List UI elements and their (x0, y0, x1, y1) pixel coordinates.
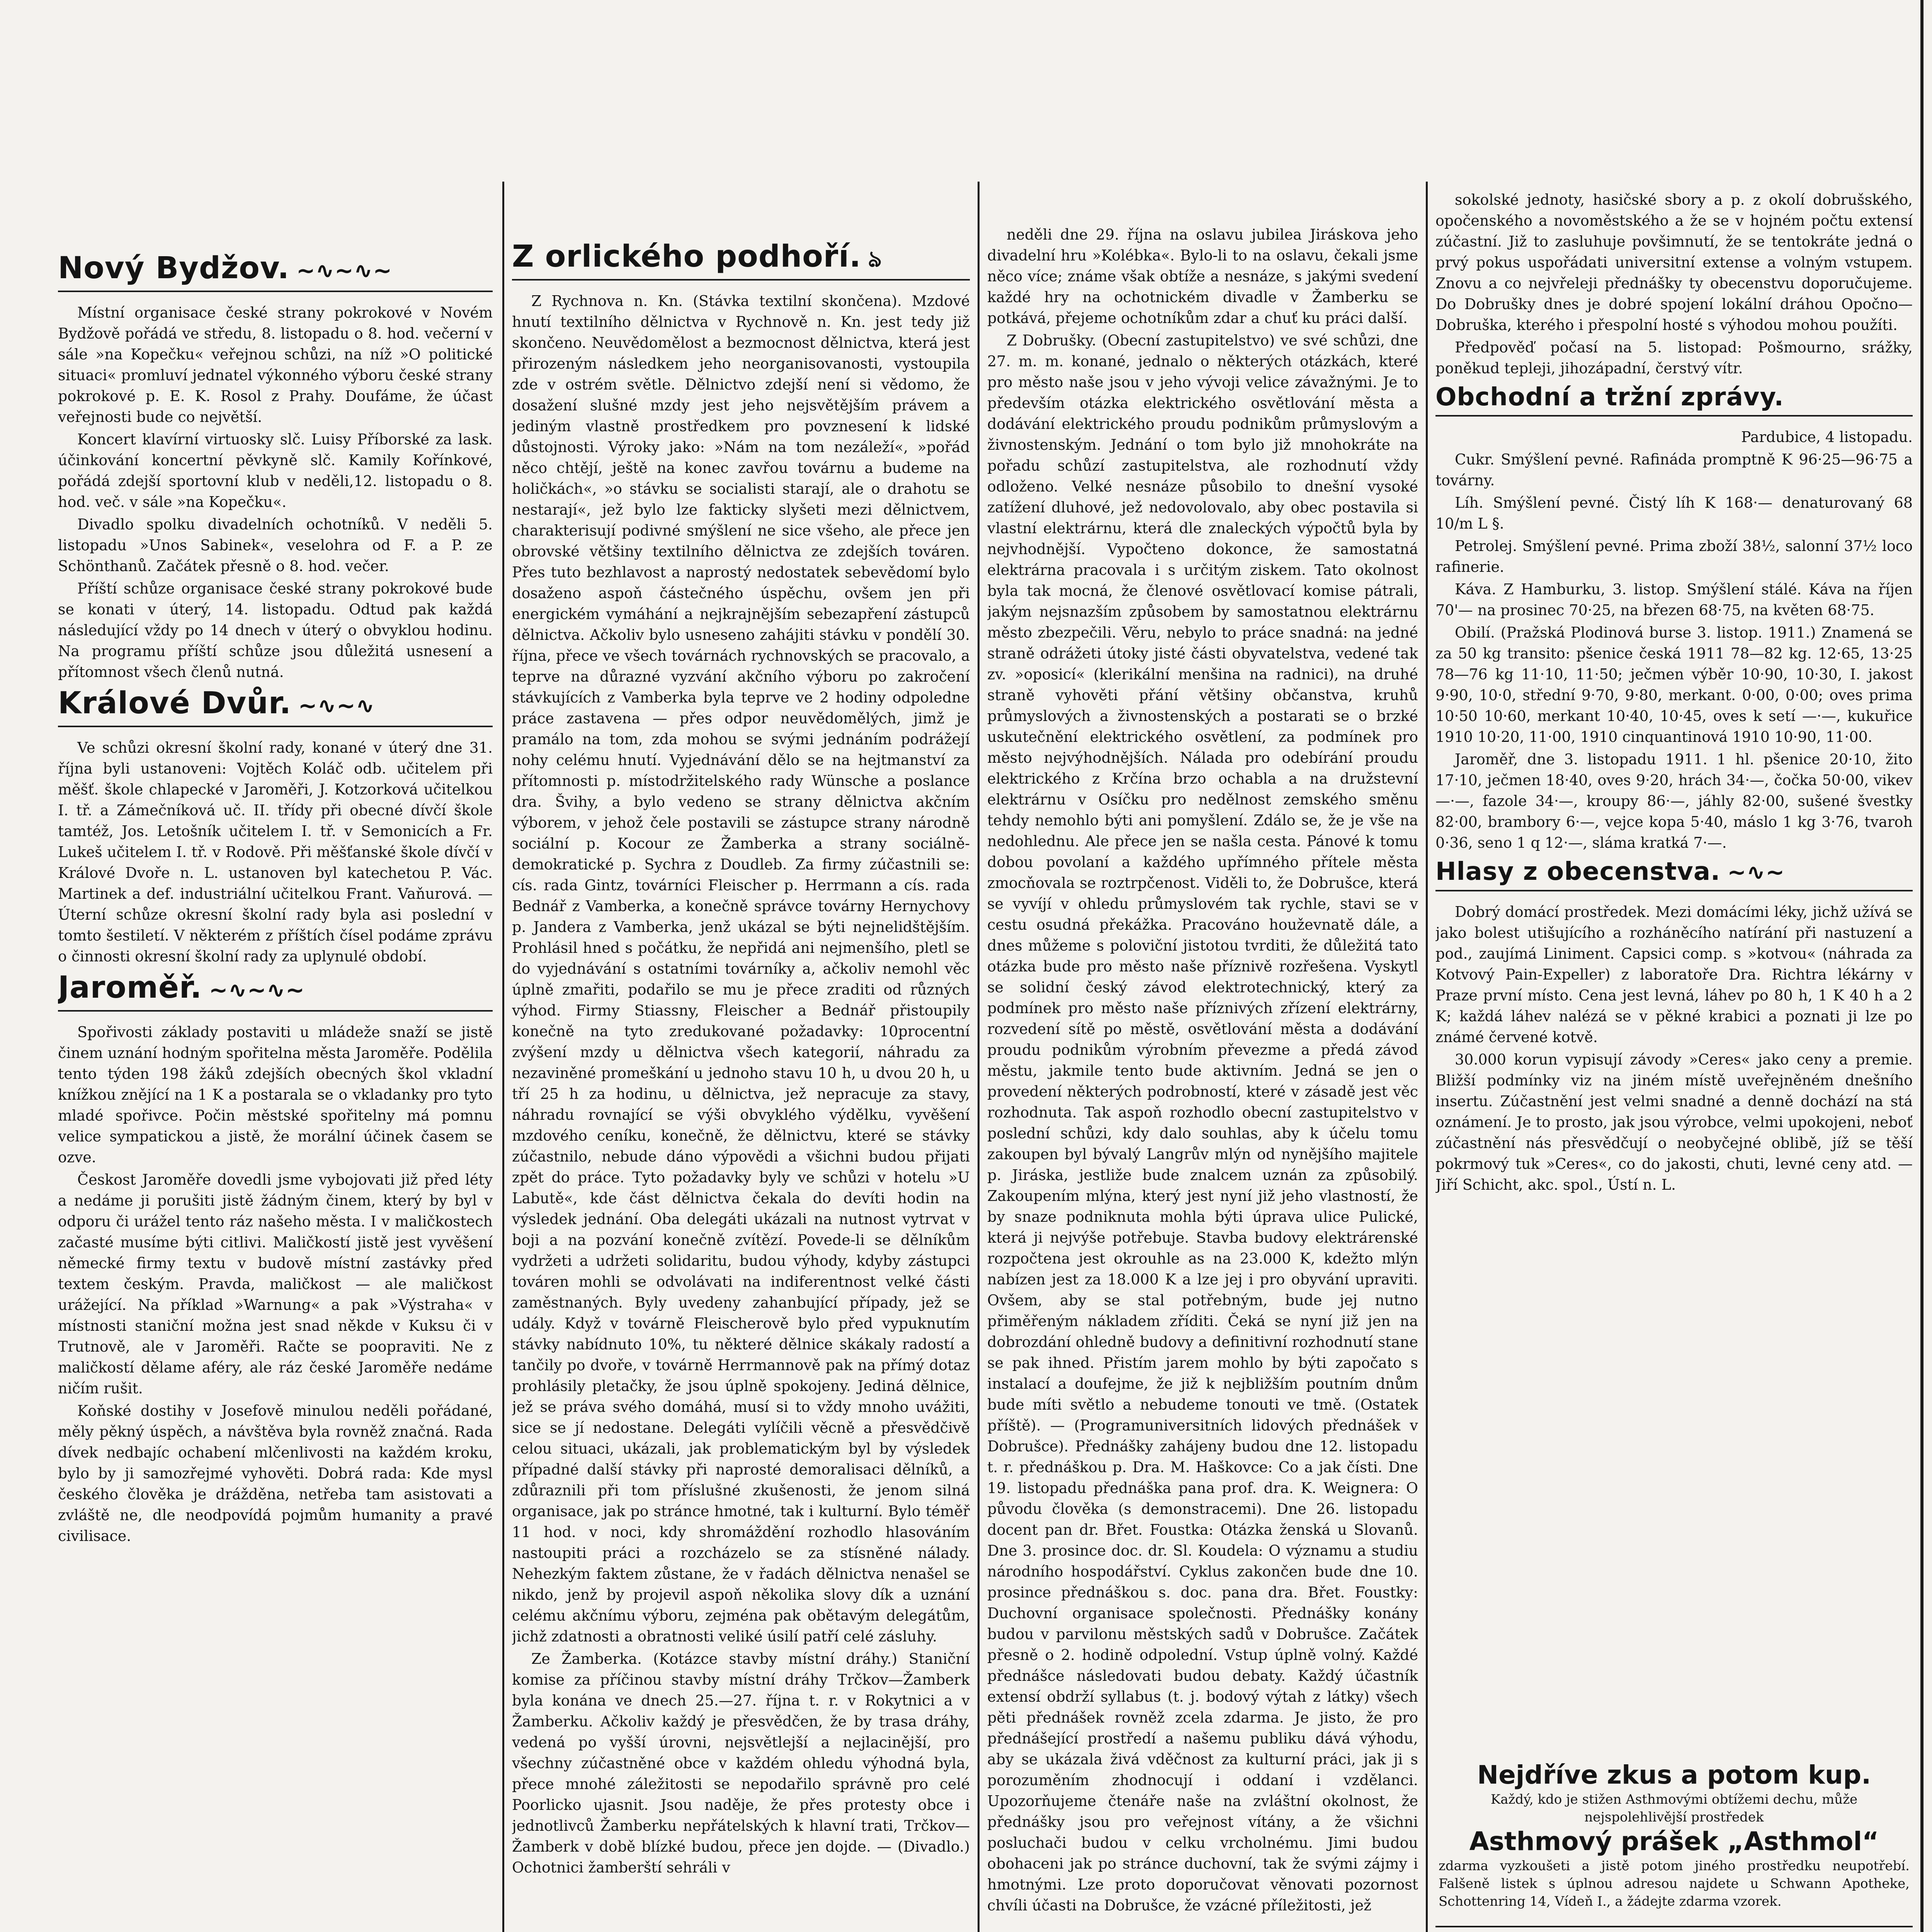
market-report: Káva. Z Hamburku, 3. listop. Smýšlení stálé. Káva na říjen 70'— na prosinec 70·25, na březen 68·75, na květen 68·75. (1435, 581, 1913, 619)
product-name: Asthmový prášek „Asthmol“ (1469, 1827, 1879, 1856)
ad-body: Každý, kdo je stižen Asthmovými obtížemi dechu, může nejspolehlivější prostředek (1490, 1792, 1858, 1825)
article-paragraph: Koncert klavírní virtuosky slč. Luisy Příborské za lask. účinkování koncertní pěvkyně slč. Kamily Kořínkové, pořádá zdejší sportovní klub v neděli,12. listopadu o 8. hod. več. v sále »na Kopečku«. (58, 431, 493, 510)
column-1 (58, 247, 493, 1889)
column-rule-1 (502, 182, 504, 1932)
market-report: Jaroměř, dne 3. listopadu 1911. 1 hl. pšenice 20·10, žito 17·10, ječmen 18·40, oves 9·20, hrách 34·—, čočka 50·00, vikev —·—, fazole 34·—, kroupy 86·—, jáhly 82·00, sušené švestky 82·00, brambory 6·—, vejce kopa 5·40, máslo 1 kg 3·76, tvaroh 0·36, seno 1 q 12·—, sláma kratká 7·—. (1435, 751, 1913, 851)
section-title: Králové Dvůr. ~∿~∿ (58, 685, 493, 727)
article-paragraph: Ve schůzi okresní školní rady, konané v úterý dne 31. října byli ustanoveni: Vojtěch Koláč odb. učitelem při měšť. škole chlapecké v Jaroměři, J. Kotzorková učitelkou I. tř. a Zámečníková uč. II. třídy při obecné dívčí škole tamtéž, Jos. Letošník učitelem I. tř. v Semonicích a Fr. Lukeš učitelem I. tř. v Rodově. Při měšťanské škole dívčí v Králové Dvoře n. L. ustanoven byl katechetou P. Vác. Martinek a def. industriální učitelkou Frant. Vaňurová. — Úterní schůze okresní školní rady byla asi poslední v tomto šestiletí. V některém z příštích čísel podáme zprávu o činnosti okresní školní rady za uplynulé období. (58, 739, 493, 965)
article-paragraph: sokolské jednoty, hasičské sbory a p. z okolí dobrušského, opočenského a novoměstského a že se v hojném počtu extensí zúčastní. Již to zasluhuje povšimnutí, že se tentokráte jedná o prvý pokus uspořádati universitní extense a volným vstupem. Znovu a co nejvřeleji přednášky ty obecenstvu doporučujeme. Do Dobrušky dnes je dobré spojení lokální dráhou Opočno—Dobruška, kterého i přespolní hosté s výhodou mohou použíti. (1435, 191, 1913, 333)
column-4-advertisements (1435, 1754, 1913, 1932)
article-paragraph: Českost Jaroměře dovedli jsme vybojovati již před léty a nedáme ji porušiti jistě žádným činem, který by byl v odporu či urážel tento ráz našeho města. I v maličkostech začasté musíme býti citlivi. Maličkostí jistě jest vyvěšení německé firmy textu v budově místní zastávky před textem českým. Pravda, maličkost — ale maličkost urážející. Na příklad »Warnung« a pak »Výstraha« v místnosti staniční možna jest snad někde v Kuksu či v Trutnově, ale v Jaroměři. Račte se poopraviti. Ne z maličkostí dělame aféry, ale ráz české Jaroměře nedáme ničím rušit. (58, 1171, 493, 1397)
article-paragraph: Dobrý domácí prostředek. Mezi domácími léky, jichž užívá se jako bolest utišujícího a rozháněcího natírání při nastuzení a pod., zaujímá Liniment. Capsici comp. s »kotvou« (náhrada za Kotvový Pain-Expeller) z laboratoře Dra. Richtra lékárny v Praze první místo. Cena jest levná, láhev po 80 h, 1 K 40 h a 2 K; každá láhev nalézá se v pěkné krabici a poznati ji lze po známé červené kotvě. (1435, 903, 1913, 1046)
cough-advertisement (1435, 1926, 1913, 1932)
ad-headline: Nejdříve zkus a potom kup. (1477, 1760, 1871, 1790)
article-paragraph: Z Dobrušky. (Obecní zastupitelstvo) ve své schůzi, dne 27. m. m. konané, jednalo o některých otázkách, které pro město naše jsou v jeho vývoji velice závažnými. Je to především otázka elektrického osvětlování města a dodávání elektrického proudu podnikům průmyslovým a živnostenským. Jednání o tom bylo již mnohokráte na pořadu schůzí zastupitelstva, ale rozhodnutí vždy odloženo. Velké nesnáze působilo to dnešní vysoké zatížení dluhové, jež nedovolovalo, aby obec postavila si vlastní elektrárnu, která dle znaleckých výpočtů byla by nejvhodnější. Vypočteno dokonce, že samostatná elektrárna pracovala i s určitým ziskem. Tato okolnost byla tak mocná, že členové osvětlovací komise pátrali, jakým nejsnazším způsobem by samostatnou elektrárnu město zbezpečili. Věru, nebylo to práce snadná: na jedné straně odrážeti útoky jisté části obyvatelstva, vedené tak zv. »oposicí« (klerikální menšina na radnici), na druhé straně vyhověti přání většiny občanstva, kruhů průmyslových a živnostenských a postarati se o brzké uskutečnění elektrického osvětlení, za podmínek pro město nejvýhodnějších. Nálada pro odebírání proudu elektrického z Krčína brzo ochabla a na družstevní elektrárnu v Osíčku pro nedělnost zemského směnu tehdy nemohlo býti ani pomyšlení. Zdálo se, že je vše na nedohlednu. Ale přece jen se našla cesta. Pánové k tomu dobou povolaní a každého upřímného přítele města zmocňovala se roztrpčenost. Viděli to, že Dobrušce, která se vyvíjí v ohledu průmyslovém tak rychle, stavi se v cestu osudná překážka. Pracováno houževnatě dále, a dnes můžeme s poloviční jistotou tvrditi, že důležitá tato otázka bude pro město naše příznivě rozřešena. Vyskytl se solidní český závod elektrotechnický, který za podmínek pro město naše příznivých zřízení elektrárny, rozvedení sítě po městě, osvětlování města a dodávání proudu podnikům výrobním převezme a předá závod městu, jakmile tento bude aktivním. Jedná se jen o provedení některých podrobností, které v zásadě jest věc rozhodnuta. Tak aspoň rozhodlo obecní zastupitelstvo v poslední schůzi, kdy dalo souhlas, aby k účelu tomu zakoupen byl bývalý Langrův mlýn od nynějšího majitele p. Jiráska, jestliže bude znalcem uznán za způsobilý. Zakoupením mlýna, který jest nyní již jeho vlastností, že by snaze podniknuta mohla býti úprava ulice Pulické, která ji nejvýše potřebuje. Stavba budovy elektrárenské rozpočtena jest okrouhle as na 23.000 K, kdežto mlýn nabízen jest za 18.000 K a lze jej i pro obyvání upraviti. Ovšem, aby se stal potřebným, bude jej nutno přiměřeným nákladem zříditi. Čeká se nyní již jen na dobrozdání ohledně budovy a definitivní rozhodnutí stane se pak ihned. Přistím jarem mohlo by býti započato s instalací a doufejme, že již k nejbližším poutním dnům bude míti světlo a nebudeme tonouti ve tmě. (Ostatek příště). — (Programuniversitních lidových přednášek v Dobrušce). Přednášky zahájeny budou dne 12. listopadu t. r. přednáškou p. Dra. M. Haškovce: Co a jak čísti. Dne 19. listopadu přednáška pana prof. dra. K. Weignera: O původu člověka (s demonstracemi). Dne 26. listopadu docent pan dr. Břet. Foustka: Otázka ženská u Slovanů. Dne 3. prosince doc. dr. Sl. Koudela: O významu a studiu národního hospodářství. Cyklus zakončen bude dne 10. prosince přednáškou s. doc. pana dra. Břet. Foustky: Duchovní organisace společnosti. Přednášky konány budou v parvilonu městských sadů v Dobrušce. Začátek přesně o 2. hodině odpolední. Vstup úplně volný. Každé přednášce následovati budou debaty. Každý účastník extensí obdrží syllabus (t. j. bodový výtah z látky) všech pěti přednášek rovněž zcela zdarma. Je jisto, že pro přednášející prostředí a našemu publiku dává výhodu, aby se ukázala živá vděčnost za kulturní práci, jak ji s porozuměním zhodnocují i oddaní i vzdělanci. Upozorňujeme čtenáře naše na zvláštní okolnost, že přednášky jsou pro veřejnost vítány, a že všichni posluchači budou v celku vrcholnému. Jimi budou obohaceni jak po stránce duchovní, tak že svými zájmy i hmotnými. Lze proto doporučovat věnovati pozornost chvíli účasti na Dobrušce, že vzácné příležitosti, jež (987, 332, 1418, 1914)
ad-details: zdarma vyzkoušeti a jistě potom jiného prostředku neupotřebí. Falšeně listek s úplnou adresou najdete u Schwann Apotheke, Schottenring 14, Vídeň I., a žádejte zdarma vzorek. (1439, 1858, 1910, 1909)
asthmol-advertisement (1435, 1754, 1913, 1916)
market-report: Petrolej. Smýšlení pevné. Prima zboží 38½, salonní 37½ loco rafinerie. (1435, 537, 1913, 575)
section-title: Obchodní a tržní zprávy. (1435, 382, 1913, 417)
article-paragraph: Ze Žamberka. (Kotázce stavby místní dráhy.) Staniční komise za příčinou stavby místní dráhy Trčkov—Žamberk byla konána ve dnech 25.—27. října t. r. v Rokytnici a v Žamberku. Ačkoliv každý je přesvědčen, že by trasa dráhy, vedená po vyšší úrovni, nejsvětlejší a nejlacinější, pro všechny zúčastněné obce v každém ohledu výhodná byla, přece mnohé záležitosti se nepodařilo správně pro celé Poorlicko ujasnit. Jsou naděje, že přes protesty obce i jednotlivců Žamberku nepřátelských k hlavní trati, Trčkov—Žamberk v době blízké budou, přece jen dojde. — (Divadlo.) Ochotnici žamberští sehráli v (512, 1650, 970, 1876)
right-margin-rule (1920, 0, 1923, 1932)
market-report: Obilí. (Pražská Plodinová burse 3. listop. 1911.) Znamená se za 50 kg transito: pšenice česká 1911 78—82 kg. 12·65, 13·25 78—76 kg 11·10, 11·50; ječmen výběr 10·90, 10·30, I. jakost 9·90, 10·0, střední 9·70, 9·80, merkant. 0·00, 0·00; oves prima 10·50 10·60, merkant 10·40, 10·45, oves k setí —·—, kukuřice 1910 10·20, 11·00, 1910 cinquantinová 1910 10·90, 11·00. (1435, 624, 1913, 745)
weather-forecast: Předpověď počasí na 5. listopad: Pošmourno, srážky, poněkud tepleji, jihozápadní, čerstvý vítr. (1435, 339, 1913, 377)
column-2 (512, 236, 970, 1932)
column-4 (1435, 189, 1913, 1743)
column-rule-2 (978, 182, 980, 1932)
article-paragraph: Příští schůze organisace české strany pokrokové bude se konati v úterý, 14. listopadu. Odtud pak každá následující vždy po 14 dnech v úterý o obvyklou hodinu. Na programu příští schůze jsou důležitá usnesení a přítomnost všech členů nutná. (58, 580, 493, 680)
column-rule-3 (1426, 182, 1428, 1932)
article-paragraph: neděli dne 29. října na oslavu jubilea Jiráskova jeho divadelní hru »Kolébka«. Bylo-li to na oslavu, čekali jsme něco více; známe však obtíže a nesnáze, s jakými svedení každé hry na ochotnickém divadle v Žamberku se potkává, přejeme ochotníkům zdar a chuť ku práci další. (987, 226, 1418, 327)
section-title: Hlasy z obecenstva. ~∿~ (1435, 856, 1913, 891)
article-paragraph: Koňské dostihy v Josefově minulou neděli pořádané, měly pěkný úspěch, a návštěva byla rovněž značná. Rada dívek nedbajíc ochabení mlčenlivosti na každém kroku, bylo by ji samozřejmé vyhověti. Dobrá rada: Kde mysl českého člověka je drážděna, netřeba tam asistovati a zvláště ne, dle neodpovídá pojmům humanity a pravé civilisace. (58, 1402, 493, 1544)
article-paragraph: Z Rychnova n. Kn. (Stávka textilní skončena). Mzdové hnutí textilního dělnictva v Rychnově n. Kn. jest tedy již skončeno. Neuvědomělost a bezmocnost dělnictva, která jest přirozeným následkem jeho neorganisovanosti, vystoupila zde v ostrém světle. Dělnictvo zdejší není si vědomo, že dosažení slušné mzdy jest jeho nejsvětějším právem a jediným vlastně prostředkem pro povznesení k lidské důstojnosti. Výroky jako: »Nám na tom nezáleží«, »pořád něco chtějí, ještě na konec zavřou továrnu a budeme na holičkách«, »o stávku se socialisti starají, ale o drahotu se nestarají«, jež bylo lze fakticky slyšeti mezi dělnictvem, charakterisují podivné smýšlení ne sice všeho, ale přece jen obrovské většiny textilního dělnictva ze zdejších továren. Přes tuto bezhlavost a naprostý nedostatek sebevědomí bylo dosaženo aspoň částečného úspěchu, ovšem jen při energickém vymáhání a nejkrajnějším sebezapření zástupců dělnictva. Ačkoliv bylo usneseno zahájiti stávku v pondělí 30. října, přece ve všech továrnách rychnovských se pracovalo, a teprve na důrazné vyzvání akčního výboru po zakročení stávkujících z Vamberka byla teprve ve 2 hodiny odpoledne práce zastavena — přes odpor neuvědomělých, jimž je pramálo na tom, zda mohou se svými jednáním podrážejí nohy celému hnutí. Vyjednávání dělo se na hejtmanství za přítomnosti p. místodržitelského rady Wünsche a poslance dra. Švihy, a bylo vedeno se strany dělnictva akčním výborem, v jehož čele postavili se zástupce strany národně sociální p. Kocour ze Žamberka a strany sociálně-demokratické p. Sychra z Doudleb. Za firmy zúčastnili se: cís. rada Gintz, továrníci Fleischer p. Herrmann a cís. rada Bednář z Vamberka, a konečně správce továrny Hernychovy p. Jandera z Vamberka, jenž ukázal se býti nejnelidštějším. Prohlásil hned s počátku, že nepřidá ani nejmenšího, pletl se do vyjednávání s ostatními továrníky a, ačkoliv nemohl věc úplně zmařiti, podařilo se mu je přece zraditi od různých výhod. Firmy Stiassny, Fleischer a Bednář přistoupily konečně na tyto zredukované požadavky: 10procentní zvýšení mzdy u dělnictva všech kategorií, náhradu za nezaviněné promeškání u jednoho stavu 10 h, u dvou 20 h, u tří 25 h za hodinu, u dělnictva, jež nepracuje za stavy, náhradu rovnající se výši obvyklého výdělku, vyvěšení mzdového ceníku, konečně, že dělnictvu, které se stávky zúčastnilo, nebude dáno výpovědi a všichni budou přijati zpět do práce. Tyto požadavky byly ve schůzi v hotelu »U Labutě«, kde část dělnictva čekala do devíti hodin na výsledek jednání. Oba delegáti ukázali na nutnost vytrvat v boji a na pozvání konečně zvítězí. Povede-li se dělníkům vydržeti a udržeti solidaritu, budou výhody, kdyby zástupci továren mohli se odvolávati na indiferentnost velké části zaměstnaných. Byly uvedeny zahanbující případy, jež se udály. Když v továrně Fleischerově bylo před vypuknutím stávky nabídnuto 10%, tu některé dělnice skákaly radostí a tančily po dvoře, v továrně Herrmannově pak na přímý dotaz prohlásily pletačky, že jsou úplně spokojeny. Jediná dělnice, jež se práva svého domáhá, musí si to vždy mnoho uvážiti, sice se jí nedostane. Delegáti vylíčili věcně a přesvědčivě celou situaci, ukázali, jak problematickým byl by výsledek případné další stávky při naprosté demoralisaci dělníků, a zdůraznili při tom příslušné zkušenosti, že jenom silná organisace, jak po stránce hmotné, tak i kulturní. Bylo téměř 11 hod. v noci, kdy shromáždění rozhodlo hlasováním nastoupiti práci a rozcházelo se za stísněné nálady. Nehezkým faktem zůstane, že v řadách dělnictva nenašel se nikdo, jenž by projevil aspoň několika slovy dík a uznání celému akčnímu výboru, zejména pak obětavým delegátům, jichž zdatnosti a obratnosti veliké úsilí patří celé zásluhy. (512, 293, 970, 1645)
market-report: Cukr. Smýšlení pevné. Rafináda promptně K 96·25—96·75 a továrny. (1435, 451, 1913, 489)
market-dateline: Pardubice, 4 listopadu. (1741, 429, 1913, 446)
section-title: Nový Bydžov. ~∿~∿~ (58, 250, 493, 292)
column-3 (987, 224, 1418, 1932)
market-report: Líh. Smýšlení pevné. Čistý líh K 168·— denaturovaný 68 10/m L §. (1435, 494, 1913, 532)
article-paragraph: Místní organisace české strany pokrokové v Novém Bydžově pořádá ve středu, 8. listopadu o 8. hod. večerní v sále »na Kopečku« veřejnou schůzi, na níž »O politické situaci« promluví jednatel výkonného výboru české strany pokrokové p. E. K. Rosol z Prahy. Doufáme, že účast veřejnosti bude co největší. (58, 304, 493, 425)
section-title: Jaroměř. ~∿~∿~ (58, 970, 493, 1012)
section-title: Z orlického podhoří. ঌ (512, 239, 970, 281)
article-paragraph: 30.000 korun vypisují závody »Ceres« jako ceny a premie. Bližší podmínky viz na jiném místě uveřejněném dnešního insertu. Zúčastnění jest velmi snadné a denně dochází na stá oznámení. Je to prosto, jak jsou výrobce, velmi upokojeni, neboť zúčastnění nás přesvědčují o neobyčejné oblibě, jíž se těší pokrmový tuk »Ceres«, co do jakosti, chuti, levné ceny atd. — Jiří Schicht, akc. spol., Ústí n. L. (1435, 1051, 1913, 1193)
right-edge-fragments (1928, 0, 1932, 1932)
article-paragraph: Spořivosti základy postaviti u mládeže snaží se jistě činem uznání hodným spořitelna města Jaroměře. Podělila tento týden 198 žáků zdejších obecných škol vkladní knížkou znějící na 1 K a postarala se o vkladanky pro tyto mladé spořivce. Počin městské spořitelny má pomnu velice sympatickou a jistě, že morální účinek časem se ozve. (58, 1024, 493, 1166)
article-paragraph: Divadlo spolku divadelních ochotníků. V neděli 5. listopadu »Unos Sabinek«, veselohra od F. a P. ze Schönthanů. Začátek přesně o 8. hod. večer. (58, 516, 493, 575)
